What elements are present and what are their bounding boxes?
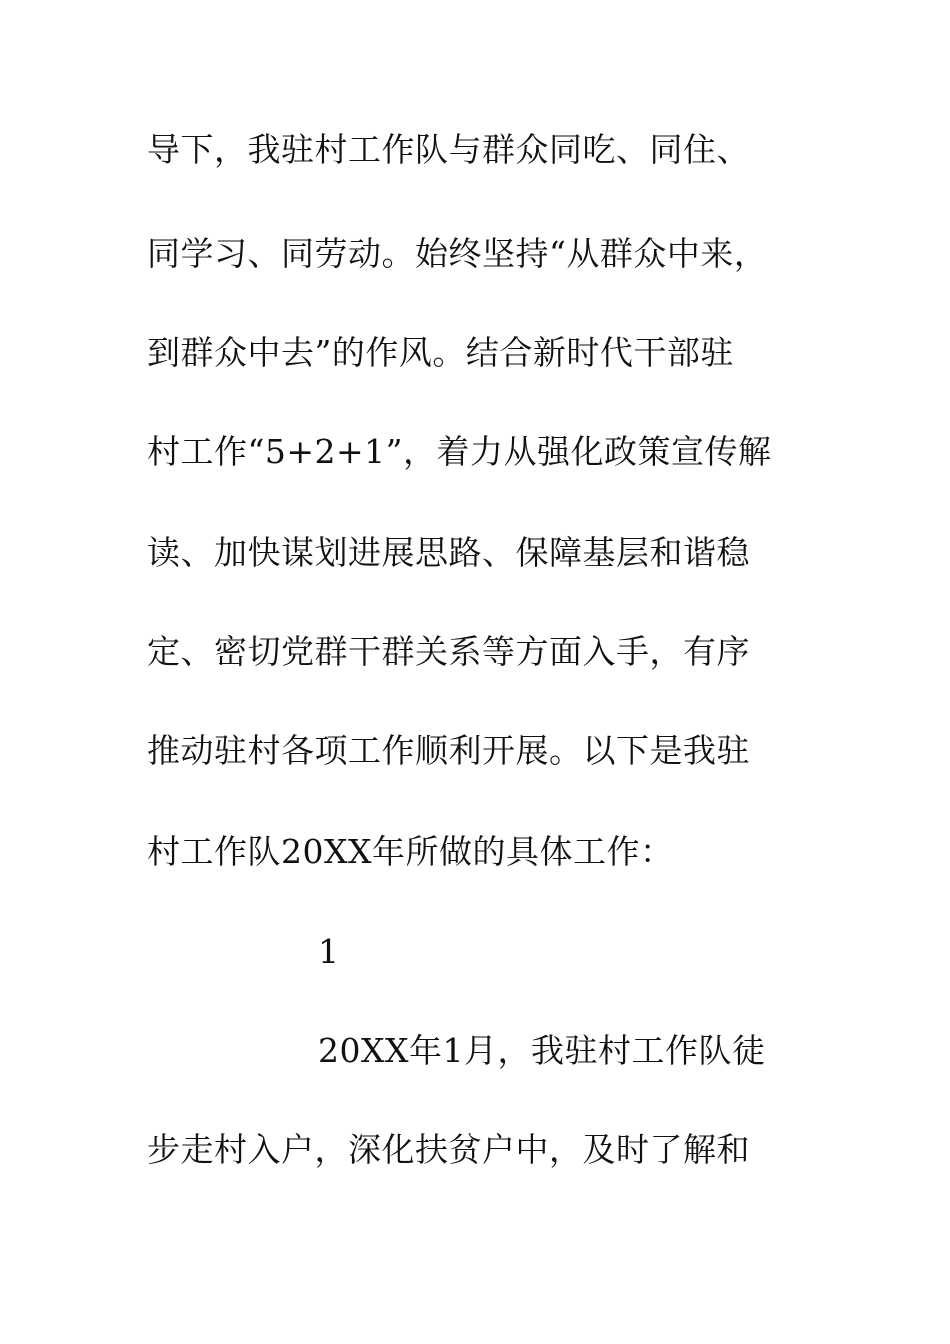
paragraph-line: 同学习、同劳动。始终坚持“从群众中来，	[147, 234, 768, 273]
section-paragraph-line: 20XX年1月，我驻村工作队徒	[318, 1031, 766, 1070]
paragraph-line: 读、加快谋划进展思路、保障基层和谐稳	[147, 533, 750, 572]
section-number: 1	[318, 932, 340, 971]
section-paragraph-line: 步走村入户，深化扶贫户中，及时了解和	[147, 1130, 750, 1169]
paragraph-line: 村工作“5+2+1”，着力从强化政策宣传解	[147, 432, 772, 471]
paragraph-line: 导下，我驻村工作队与群众同吃、同住、	[147, 130, 750, 169]
paragraph-line: 推动驻村各项工作顺利开展。以下是我驻	[147, 731, 750, 770]
paragraph-line: 定、密切党群干群关系等方面入手，有序	[147, 632, 750, 671]
paragraph-line: 村工作队20XX年所做的具体工作：	[147, 832, 674, 871]
paragraph-line: 到群众中去”的作风。结合新时代干部驻	[147, 333, 734, 372]
